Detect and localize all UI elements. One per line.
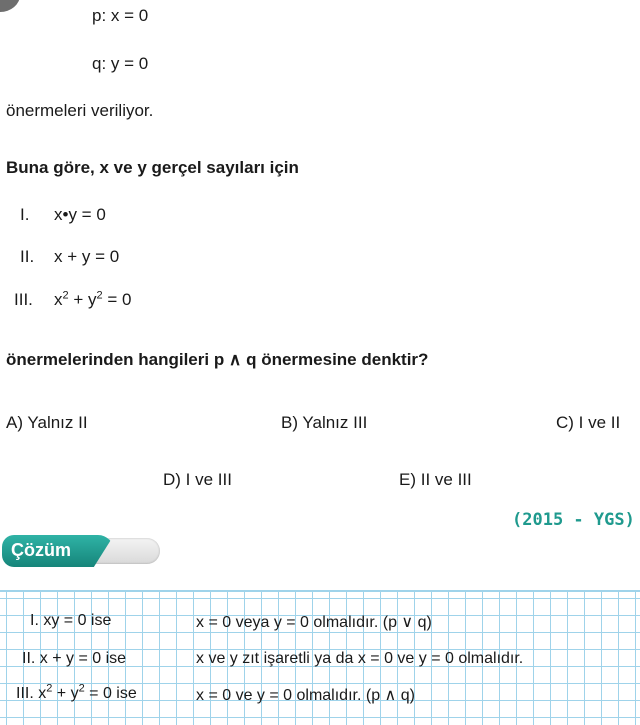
solution-row-right: x ve y zıt işaretli ya da x = 0 ve y = 0 olmalıdır. <box>196 650 524 667</box>
option-a[interactable]: A) Yalnız II <box>6 413 88 432</box>
premise-p: p: x = 0 <box>92 6 149 25</box>
source-label: (2015 - YGS) <box>512 510 635 530</box>
solution-row-left: I. xy = 0 ise <box>30 612 112 629</box>
corner-decoration <box>0 0 20 12</box>
solution-header <box>2 535 162 567</box>
solution-row-left: III. $x^2 + y^2 = 0$ ise <box>16 682 137 702</box>
option-b[interactable]: B) Yalnız III <box>281 413 368 432</box>
option-d[interactable]: D) I ve III <box>163 470 232 489</box>
item-number: I. <box>20 205 30 224</box>
item-expression: $x^2 + y^2 = 0$ <box>54 289 132 309</box>
solution-row-right: x = 0 ve y = 0 olmalıdır. (p ∧ q) <box>196 687 415 704</box>
item-expression: x + y = 0 <box>54 247 120 266</box>
premise-q: q: y = 0 <box>92 54 149 73</box>
item-expression: x•y = 0 <box>54 205 106 224</box>
item-number: II. <box>20 247 35 266</box>
option-e[interactable]: E) II ve III <box>399 470 472 489</box>
question-ask: önermelerinden hangileri p ∧ q önermesine denktir? <box>6 350 429 369</box>
question-lead: Buna göre, x ve y gerçel sayıları için <box>6 158 299 177</box>
option-c[interactable]: C) I ve II <box>556 413 621 432</box>
solution-row-right: x = 0 veya y = 0 olmalıdır. (p ∨ q) <box>196 614 432 631</box>
premise-intro: önermeleri veriliyor. <box>6 101 154 120</box>
item-number: III. <box>14 290 33 309</box>
solution-label: Çözüm <box>11 540 71 560</box>
solution-row-left: II. x + y = 0 ise <box>22 650 127 667</box>
